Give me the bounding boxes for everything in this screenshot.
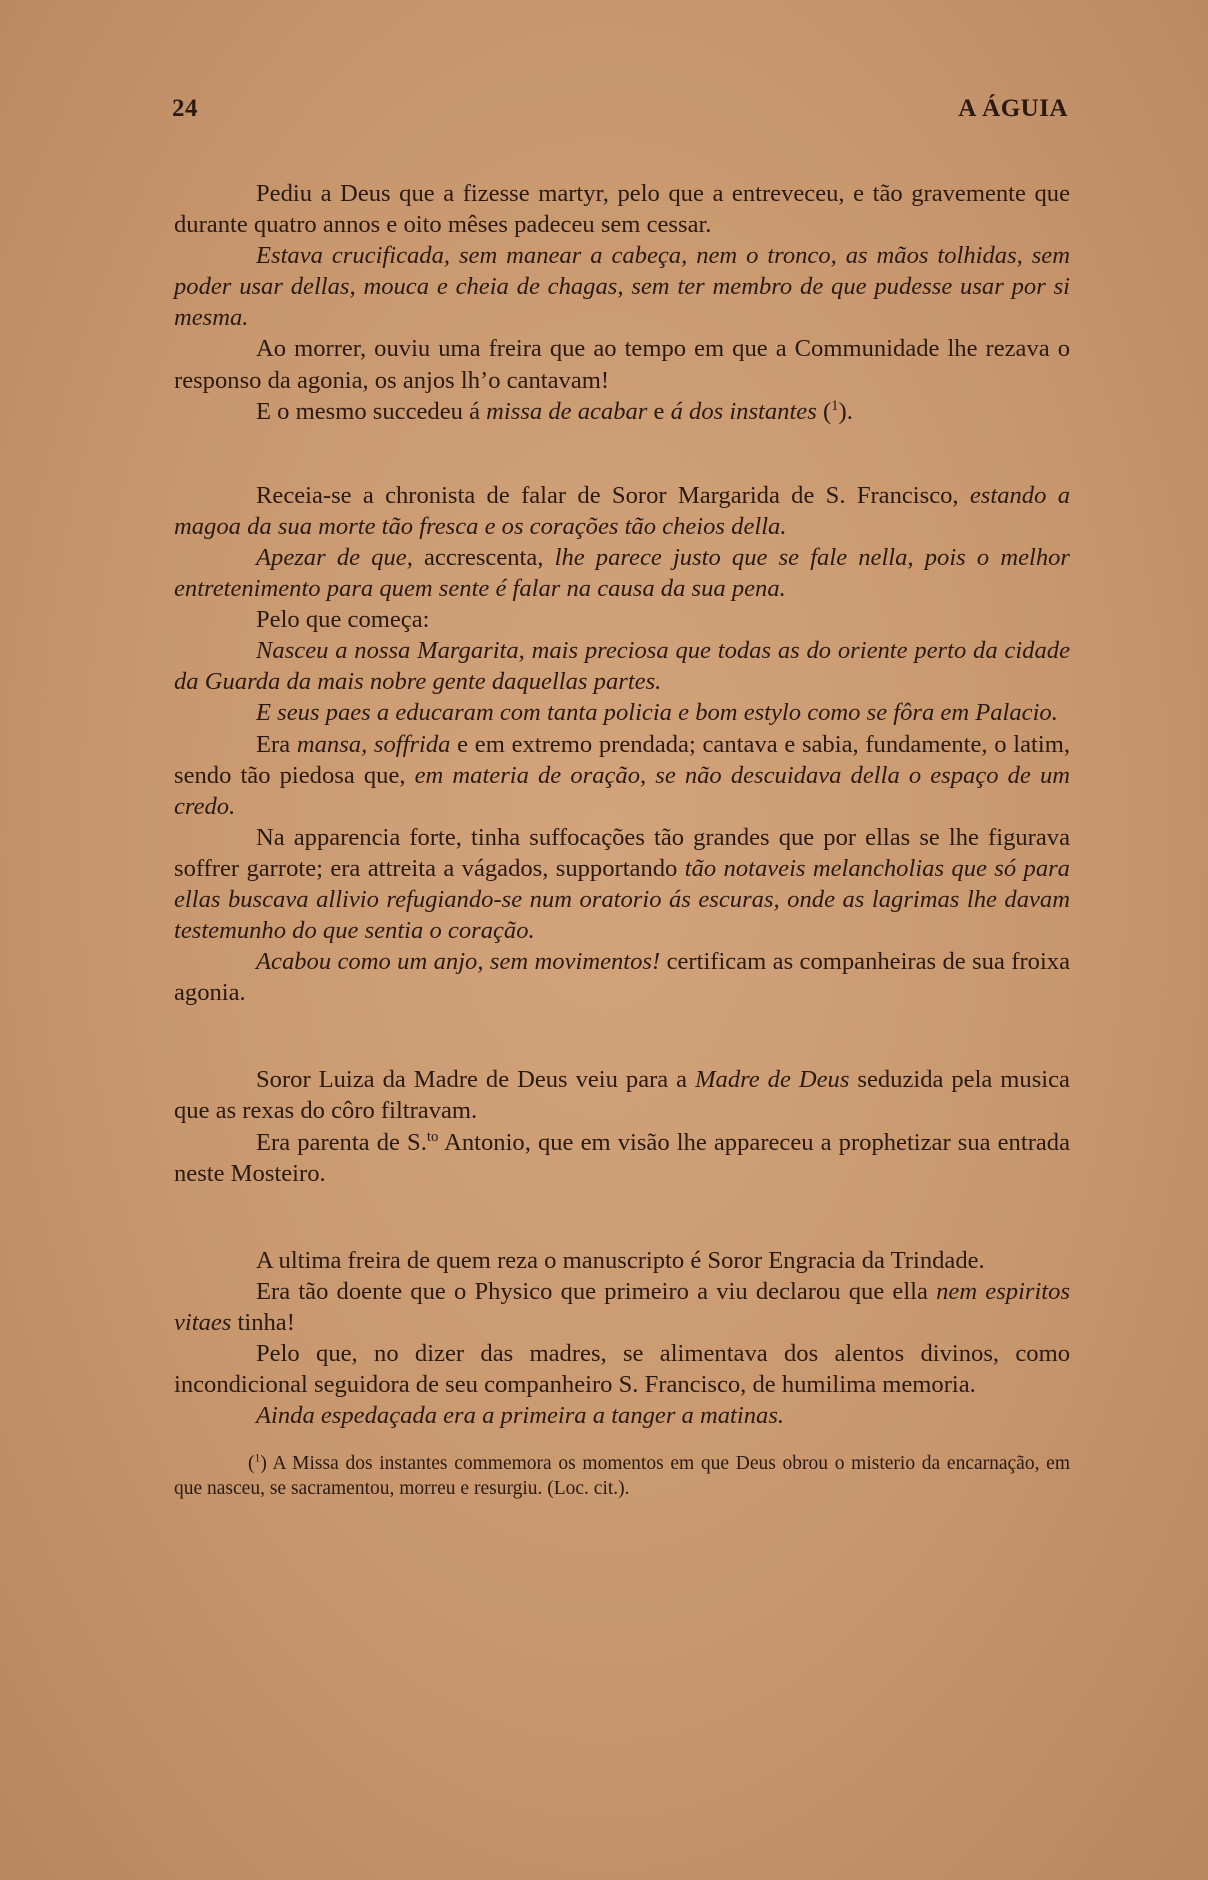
- paragraph-text-italic: tão notaveis melancholias que só para ellas buscava allivio refugiando-se num oratorio ás escuras, onde as lagrimas lhe davam testemunho do que sentia o coração.: [174, 854, 1070, 945]
- paragraph-text: Era parenta de S.: [256, 1128, 427, 1156]
- paragraph-text: Era tão doente que o Physico que primeiro a viu declarou que ella: [256, 1277, 937, 1305]
- abbreviation-superscript: to: [426, 1128, 439, 1145]
- paragraph: [174, 396, 1070, 427]
- paragraph: [174, 1064, 1070, 1126]
- footnote-marker: 1: [254, 1451, 261, 1465]
- paragraph-text: seduzida pela musica que as rexas do côro filtravam.: [174, 1066, 1070, 1125]
- paragraph-text: A ultima freira de quem reza o manuscripto é Soror Engracia da Trindade.: [256, 1246, 985, 1274]
- paragraph-text: Soror Luiza da Madre de Deus veiu para a: [256, 1066, 696, 1094]
- paragraph: [174, 729, 1070, 822]
- paragraph-text: e em extremo prendada; cantava e sabia, fundamente, o latim, sendo tão piedosa que,: [174, 730, 1070, 789]
- paragraph-text-italic: á dos instantes: [670, 397, 817, 425]
- paragraph-text-italic: Nasceu a nossa Margarita, mais preciosa que todas as do oriente perto da cidade da Guarda da mais nobre gente daquellas partes.: [174, 637, 1070, 696]
- paragraph-text-italic: Estava crucificada, sem manear a cabeça, nem o tronco, as mãos tolhidas, sem poder usar dellas, mouca e cheia de chagas, sem ter membro de que pudesse usar por si mesma.: [174, 242, 1070, 332]
- footnote: [174, 1451, 1070, 1501]
- paragraph-text-italic: missa de acabar: [486, 397, 648, 425]
- paragraph: [174, 946, 1070, 1008]
- paragraph-text-italic: em materia de oração, se não descuidava della o espaço de um credo.: [174, 761, 1070, 820]
- paragraph-text-italic: E seus paes a educaram com tanta policia e bom estylo como se fôra em Palacio.: [256, 699, 1058, 727]
- paragraph-text-italic: Ainda espedaçada era a primeira a tanger a matinas.: [256, 1402, 785, 1430]
- paragraph: [174, 240, 1070, 333]
- paragraph-text-italic: lhe parece justo que se fale nella, pois o melhor entretenimento para quem sente é falar na causa da sua pena.: [174, 543, 1070, 603]
- paragraph: [174, 697, 1070, 728]
- paragraph: [174, 1338, 1070, 1400]
- running-title: A ÁGUIA: [958, 95, 1068, 122]
- footnote-body: A Missa dos instantes commemora os momentos em que Deus obrou o misterio da encarnação, em que nasceu, se sacramentou, morreu e resurgiu. (Loc. cit.).: [174, 1453, 1070, 1500]
- paragraph-text: ).: [838, 397, 853, 425]
- paragraph-text: (: [816, 397, 832, 425]
- paragraph: [174, 822, 1070, 946]
- paragraph-text: Pediu a Deus que a fizesse martyr, pelo que a entreveceu, e tão gravemente que durante quatro annos e oito mêses padeceu sem cessar.: [174, 180, 1070, 239]
- paragraph-text: certificam as companheiras de sua froixa agonia.: [174, 948, 1070, 1007]
- paragraph-text: Pelo que começa:: [256, 606, 430, 634]
- paragraph-text: Pelo que, no dizer das madres, se alimentava dos alentos divinos, como incondicional seguidora de seu companheiro S. Francisco, de humilima memoria.: [174, 1340, 1070, 1399]
- paragraph: [174, 604, 1070, 635]
- paragraph-text-italic: Madre de Deus: [695, 1066, 850, 1094]
- paragraph-text: E o mesmo succedeu á: [256, 397, 487, 425]
- paragraph: [174, 178, 1070, 240]
- paragraph-text: tinha!: [231, 1308, 295, 1336]
- paragraph-text: Receia-se a chronista de falar de Soror Margarida de S. Francisco,: [256, 481, 970, 509]
- paragraph: [174, 542, 1070, 604]
- page-number: 24: [172, 95, 198, 122]
- page-header: [172, 95, 1068, 123]
- paragraph: [174, 1245, 1070, 1276]
- paragraph: [174, 333, 1070, 395]
- paragraph: [174, 1400, 1070, 1431]
- paragraph-text-italic: estando a magoa da sua morte tão fresca e os corações tão cheios della.: [174, 481, 1070, 540]
- paragraph-text-italic: mansa, soffrida: [296, 730, 451, 758]
- paragraph: [174, 1276, 1070, 1338]
- paragraph: [174, 480, 1070, 542]
- footnote-reference: 1: [831, 397, 839, 414]
- paragraph-text: Era: [256, 730, 297, 758]
- paragraph-text: accrescenta,: [412, 543, 555, 571]
- paragraph-text-italic: nem espiritos vitaes: [174, 1277, 1071, 1336]
- footnote-text: ($^1$) A Missa dos instantes commemora os momentos em que Deus obrou o misterio da encarnação, em que nasceu, se sacramentou, morreu e resurgiu. (Loc. cit.).: [174, 1451, 1070, 1500]
- paragraph-text: e: [647, 397, 671, 425]
- paragraph-text-italic: Acabou como um anjo, sem movimentos!: [256, 948, 661, 976]
- paragraph: [174, 1127, 1070, 1189]
- paragraph-text: Ao morrer, ouviu uma freira que ao tempo em que a Communidade lhe rezava o responso da agonia, os anjos lh’o cantavam!: [174, 335, 1070, 394]
- page-body: [174, 178, 1070, 1501]
- paragraph-text: Na apparencia forte, tinha suffocações tão grandes que por ellas se lhe figurava soffrer garrote; era attreita a vágados, supportando: [174, 823, 1070, 882]
- paragraph-text: Antonio, que em visão lhe appareceu a prophetizar sua entrada neste Mosteiro.: [174, 1128, 1071, 1187]
- paragraph-text-italic: Apezar de que,: [256, 543, 413, 571]
- paragraph: [174, 635, 1070, 697]
